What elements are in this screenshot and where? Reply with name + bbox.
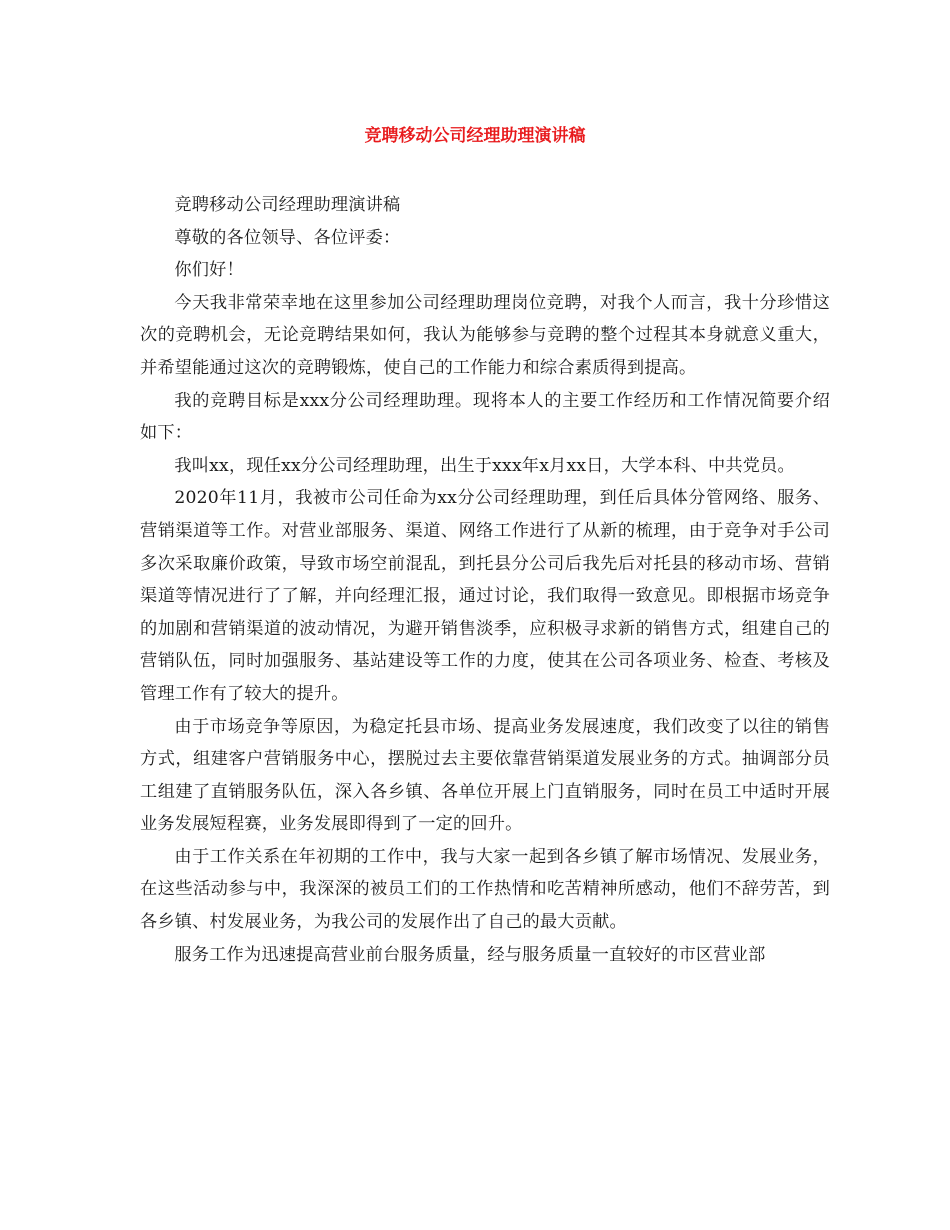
- document-body: [140, 189, 830, 971]
- paragraph-field-work: 由于工作关系在年初期的工作中，我与大家一起到各乡镇了解市场情况、发展业务，在这些活动参与中，我深深的被员工们的工作热情和吃苦精神所感动，他们不辞劳苦，到各乡镇、村发展业务，为我公司的发展作出了自己的最大贡献。: [140, 846, 830, 933]
- paragraph-intro: 今天我非常荣幸地在这里参加公司经理助理岗位竞聘，对我个人而言，我十分珍惜这次的竞聘机会，无论竞聘结果如何，我认为能够参与竞聘的整个过程其本身就意义重大，并希望能通过这次的竞聘锻炼，使自己的工作能力和综合素质得到提高。: [140, 292, 830, 378]
- document-title: 竞聘移动公司经理助理演讲稿: [364, 126, 586, 146]
- paragraph-sales-reform: 由于市场竞争等原因，为稳定托县市场、提高业务发展速度，我们改变了以往的销售方式，组建客户营销服务中心，摆脱过去主要依靠营销渠道发展业务的方式。抽调部分员工组建了直销服务队伍，深入各乡镇、各单位开展上门直销服务，同时在员工中适时开展业务发展短程赛，业务发展即得到了一定的回升。: [140, 716, 830, 835]
- paragraph-service: 服务工作为迅速提高营业前台服务质量，经与服务质量一直较好的市区营业部: [174, 944, 766, 965]
- paragraph-self-intro: 我叫xx，现任xx分公司经理助理，出生于xxx年x月xx日，大学本科、中共党员。: [174, 455, 795, 476]
- paragraph-appointment: 2020年11月，我被市公司任命为xx分公司经理助理，到任后具体分管网络、服务、营销渠道等工作。对营业部服务、渠道、网络工作进行了从新的梳理，由于竞争对手公司多次采取廉价政策，导致市场空前混乱，到托县分公司后我先后对托县的移动市场、营销渠道等情况进行了了解，并向经理汇报，通过讨论，我们取得一致意见。即根据市场竞争的加剧和营销渠道的波动情况，为避开销售淡季，应积极寻求新的销售方式，组建自己的营销队伍，同时加强服务、基站建设等工作的力度，使其在公司各项业务、检查、考核及管理工作有了较大的提升。: [140, 488, 830, 704]
- paragraph-greeting: 你们好！: [174, 260, 244, 281]
- paragraph-goal: 我的竞聘目标是xxx分公司经理助理。现将本人的主要工作经历和工作情况简要介绍如下：: [140, 390, 830, 444]
- paragraph-salutation: 尊敬的各位领导、各位评委：: [174, 227, 401, 248]
- paragraph-heading: 竞聘移动公司经理助理演讲稿: [174, 195, 401, 215]
